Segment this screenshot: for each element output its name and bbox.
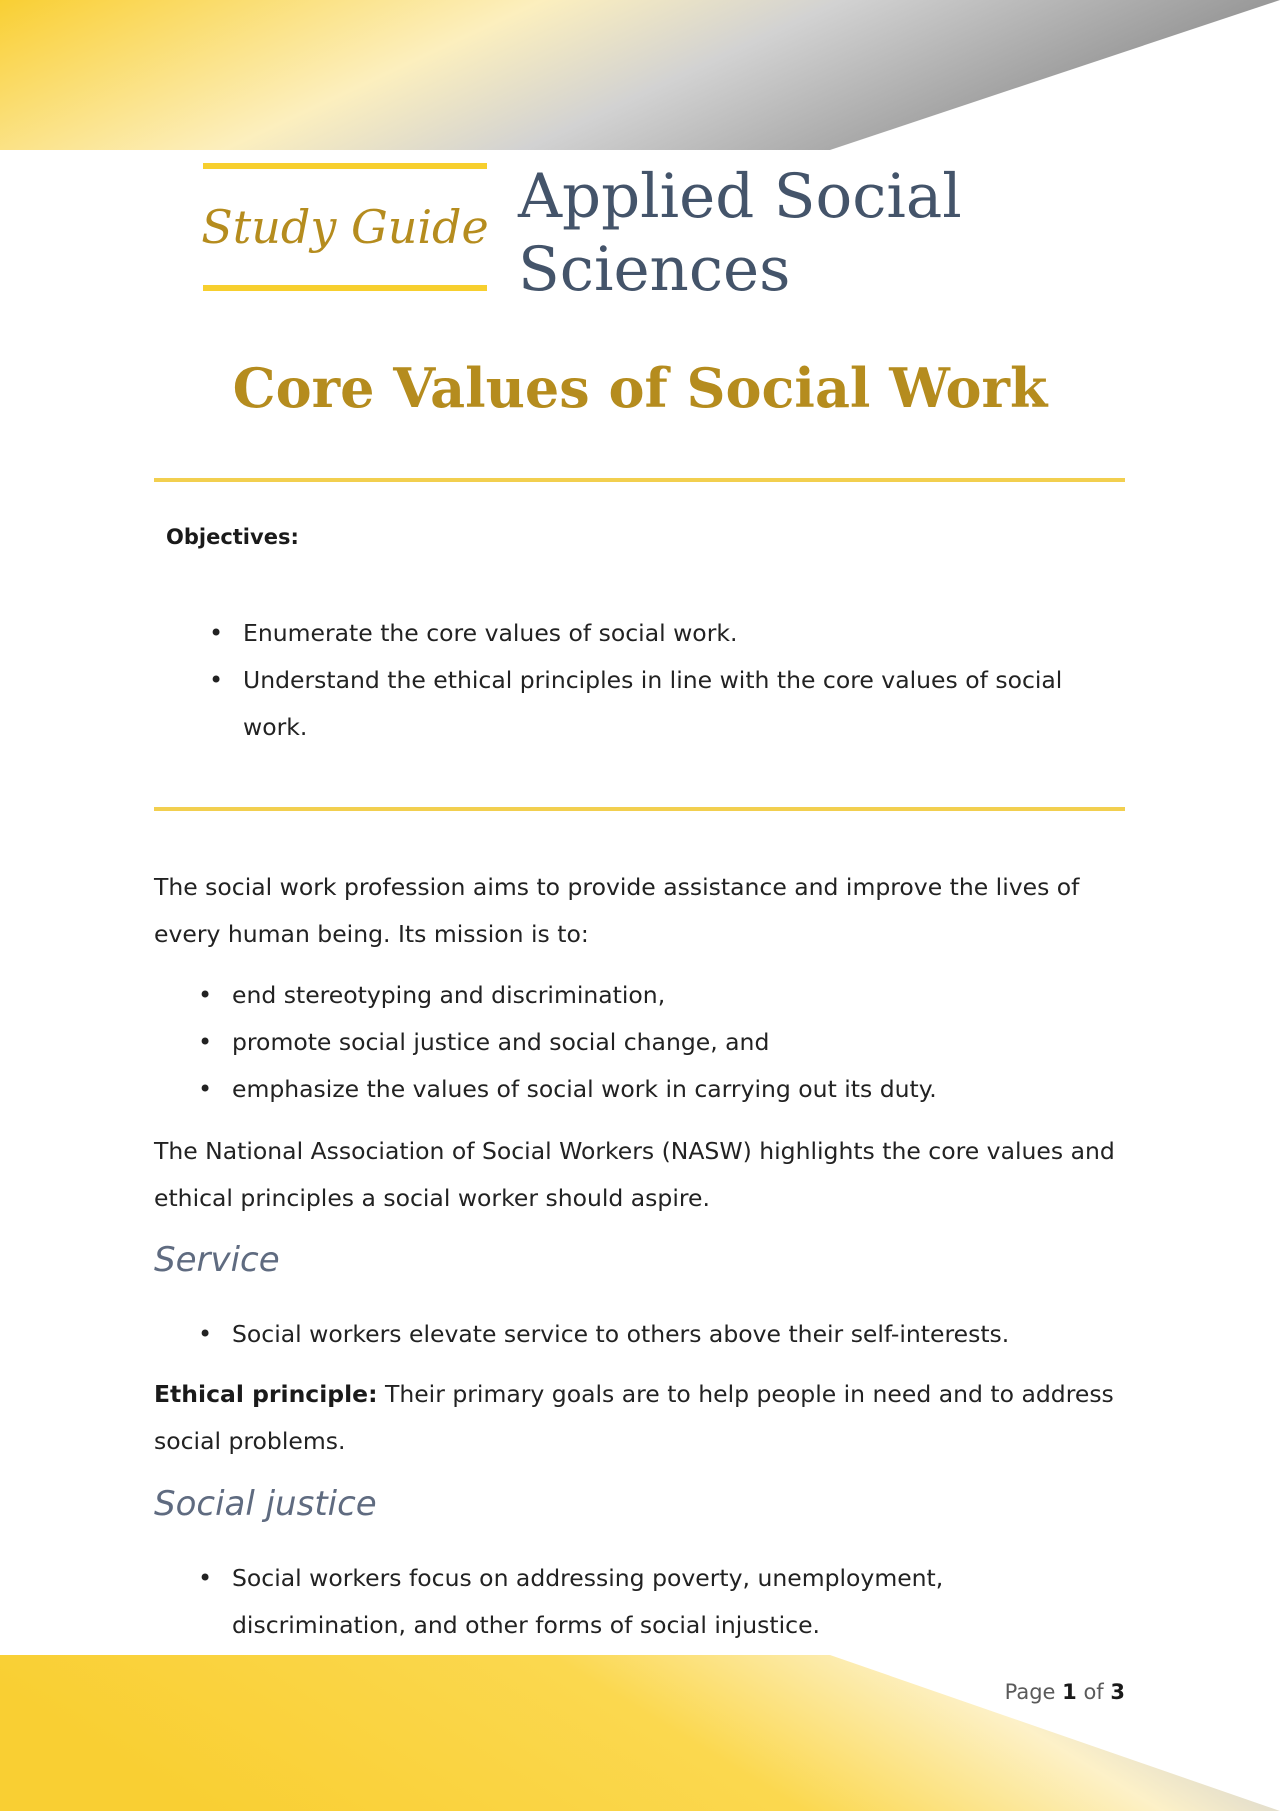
section-heading-service: Service [154, 1240, 280, 1280]
bottom-decorative-banner [0, 1655, 1280, 1811]
list-item: • Understand the ethical principles in line with the core values of social work. [243, 657, 1123, 751]
course-title: Applied Social Sciences [518, 161, 962, 305]
ethical-principle-paragraph: Ethical principle: Their primary goals are to help people in need and to address social problems. [154, 1380, 1114, 1455]
list-item: • emphasize the values of social work in carrying out its duty. [232, 1066, 1122, 1113]
list-item: • Enumerate the core values of social work. [243, 610, 1123, 657]
bullet-icon: • [209, 619, 224, 647]
bullet-icon: • [198, 1075, 213, 1103]
nasw-paragraph: The National Association of Social Workers (NASW) highlights the core values and ethical principles a social worker should aspire. [154, 1137, 1115, 1212]
study-guide-label: Study Guide [201, 200, 489, 254]
list-item: • Social workers elevate service to others above their self-interests. [232, 1311, 1122, 1358]
bullet-icon: • [198, 981, 213, 1009]
bullet-icon: • [198, 1320, 213, 1348]
list-item: • Social workers focus on addressing poverty, unemployment, discrimination, and other forms of social injustice. [232, 1555, 1122, 1649]
social-justice-list [198, 1555, 1122, 1649]
ethical-principle-label: Ethical principle: [154, 1380, 378, 1408]
page-number: Page 1 of 3 [1004, 1680, 1125, 1704]
objectives-list [209, 610, 1123, 751]
list-item: • end stereotyping and discrimination, [232, 972, 1122, 1019]
divider [154, 478, 1125, 482]
mission-list [198, 972, 1122, 1113]
list-item: • promote social justice and social change, and [232, 1019, 1122, 1066]
top-decorative-banner [0, 0, 1280, 150]
bullet-icon: • [198, 1564, 213, 1592]
service-list [198, 1311, 1122, 1358]
bullet-icon: • [198, 1028, 213, 1056]
section-heading-social-justice: Social justice [154, 1484, 377, 1524]
divider [154, 807, 1125, 811]
page-title: Core Values of Social Work [232, 356, 1048, 420]
intro-paragraph: The social work profession aims to provide assistance and improve the lives of every human being. Its mission is to: [154, 873, 1080, 948]
objectives-heading: Objectives: [166, 525, 299, 549]
bullet-icon: • [209, 666, 224, 694]
study-guide-badge [203, 163, 487, 291]
